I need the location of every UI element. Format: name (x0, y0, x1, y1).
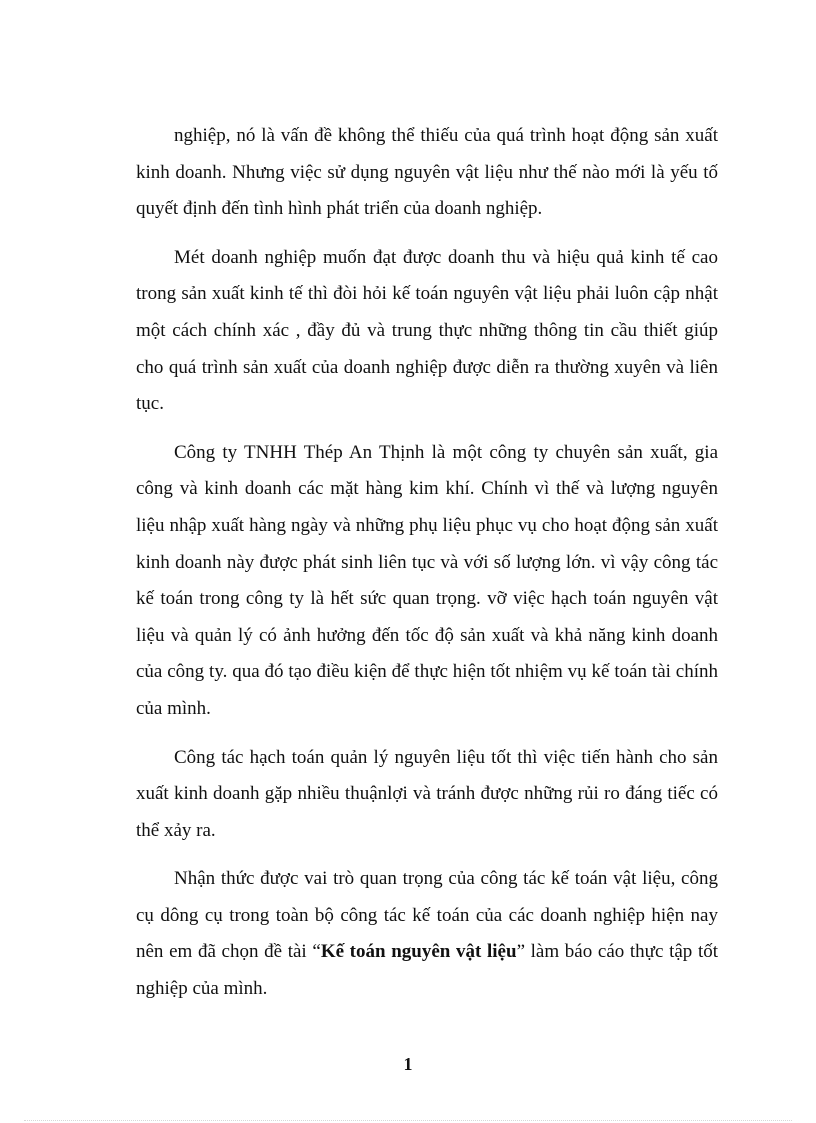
paragraph-4: Công tác hạch toán quản lý nguyên liệu tốt thì việc tiến hành cho sản xuất kinh doanh gặp nhiều thuậnlợi và tránh được những rủi ro đáng tiếc có thể xảy ra. (136, 746, 718, 841)
paragraph-2: Mét doanh nghiệp muốn đạt được doanh thu và hiệu quả kinh tế cao trong sản xuất kinh tế thì đòi hỏi kế toán nguyên vật liệu phải luôn cập nhật một cách chính xác , đầy đủ và trung thực những thông tin cầu thiết giúp cho quá trình sản xuất của doanh nghiệp được diễn ra thường xuyên và liên tục. (136, 246, 718, 415)
paragraph-5-text-before: Nhận thức được vai trò quan trọng của công tác kế toán vật liệu, công cụ dông cụ trong toàn bộ công tác kế toán của các doanh nghiệp hiện nay nên em đã chọn đề tài “ (136, 868, 718, 963)
report-topic-title: Kế toán nguyên vật liệu (320, 941, 517, 963)
paragraph-1: nghiệp, nó là vấn đề không thể thiếu của quá trình hoạt động sản xuất kinh doanh. Nhưng việc sử dụng nguyên vật liệu như thế nào mới là yếu tố quyết định đến tình hình phát triển của doanh nghiệp. (136, 125, 718, 220)
paragraph-5-text-after: ” làm báo cáo thực tập tốt nghiệp của mình. (136, 941, 718, 1000)
paragraph-5 (136, 861, 718, 1007)
page-number: 1 (403, 1054, 413, 1074)
paragraph-3: Công ty TNHH Thép An Thịnh là một công ty chuyên sản xuất, gia công và kinh doanh các mặt hàng kim khí. Chính vì thế và lượng nguyên liệu nhập xuất hàng ngày và những phụ liệu phục vụ cho hoạt động sản xuất kinh doanh này được phát sinh liên tục và với số lượng lớn. vì vậy công tác kế toán trong công ty là hết sức quan trọng. vỡ việc hạch toán nguyên vật liệu và quản lý có ảnh hưởng đến tốc độ sản xuất và khả năng kinh doanh của công ty. qua đó tạo điều kiện để thực hiện tốt nhiệm vụ kế toán tài chính của mình. (136, 441, 718, 719)
body-text (136, 118, 718, 1020)
page-bottom-divider (24, 1120, 792, 1121)
